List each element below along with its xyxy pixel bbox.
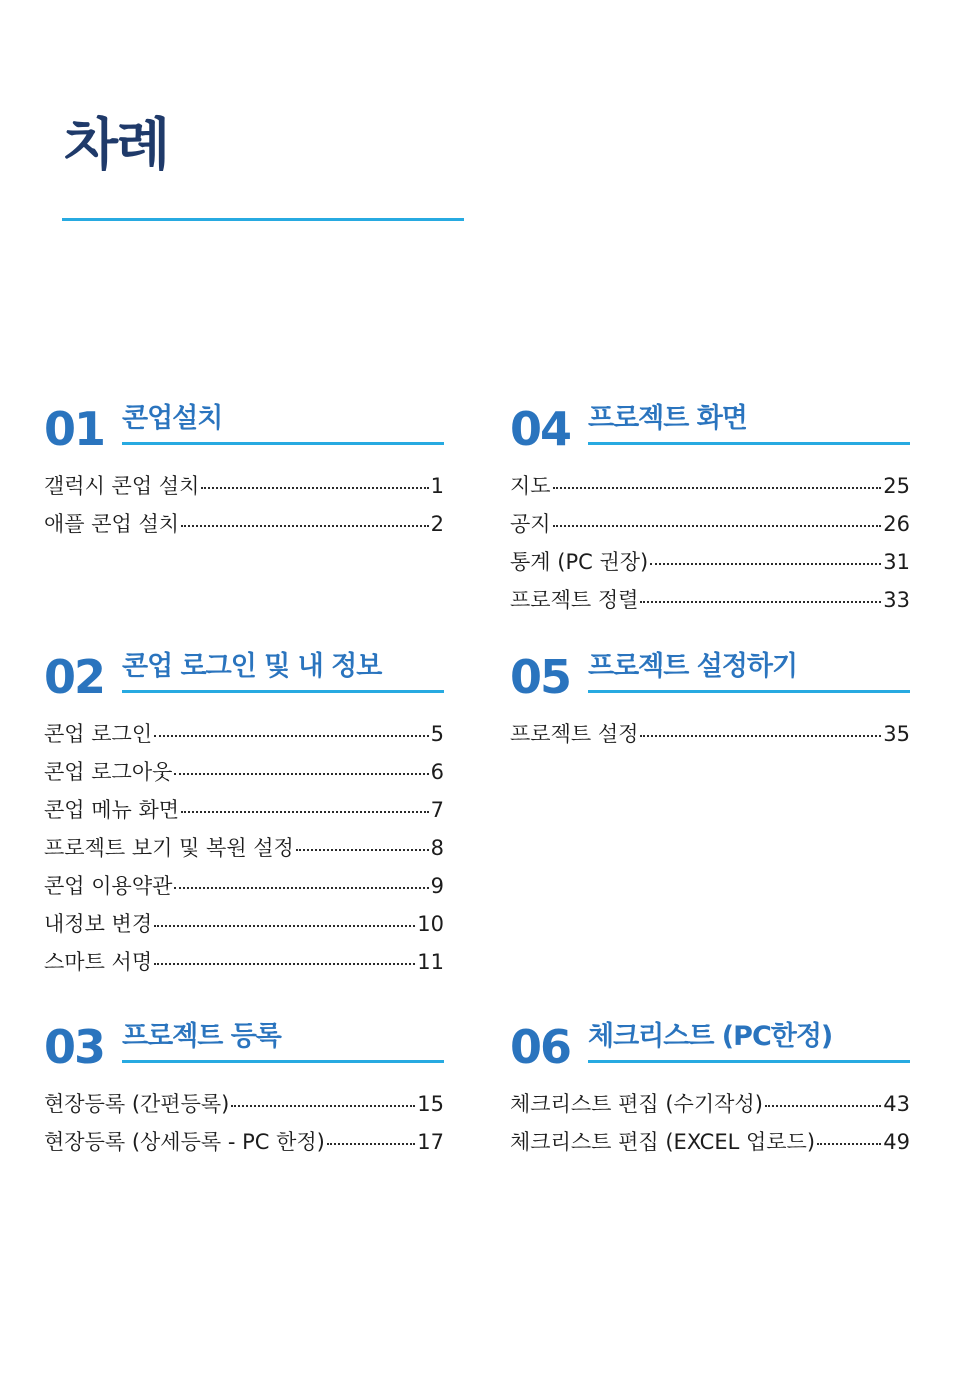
toc-entry-label: 통계 (PC 권장) — [510, 550, 649, 574]
section-divider — [122, 1060, 444, 1063]
toc-entry-label: 체크리스트 편집 (EXCEL 업로드) — [510, 1130, 816, 1154]
section-number: 04 — [510, 402, 571, 456]
toc-entry-page: 11 — [417, 950, 444, 974]
leader-dots — [553, 525, 882, 527]
toc-entry-page: 5 — [430, 722, 444, 746]
leader-dots — [181, 525, 429, 527]
leader-dots — [296, 849, 429, 851]
section-number: 03 — [44, 1020, 105, 1074]
toc-entry[interactable] — [510, 508, 910, 546]
section-02 — [44, 652, 444, 984]
toc-entry-label: 콘업 메뉴 화면 — [44, 798, 180, 822]
leader-dots — [640, 735, 881, 737]
section-divider — [588, 442, 910, 445]
toc-entry-label: 스마트 서명 — [44, 950, 153, 974]
toc-list — [44, 470, 444, 546]
toc-entry-page: 43 — [883, 1092, 910, 1116]
toc-entry-page: 10 — [417, 912, 444, 936]
toc-entry[interactable] — [510, 546, 910, 584]
leader-dots — [154, 735, 429, 737]
leader-dots — [231, 1105, 415, 1107]
leader-dots — [174, 773, 428, 775]
toc-entry[interactable] — [510, 470, 910, 508]
toc-entry-page: 35 — [883, 722, 910, 746]
toc-entry-page: 15 — [417, 1092, 444, 1116]
toc-list — [510, 470, 910, 622]
section-04 — [510, 404, 910, 622]
toc-entry-label: 콘업 로그아웃 — [44, 760, 173, 784]
toc-entry-page: 9 — [430, 874, 444, 898]
toc-entry-label: 체크리스트 편집 (수기작성) — [510, 1092, 763, 1116]
toc-entry-page: 17 — [417, 1130, 444, 1154]
toc-entry-page: 33 — [883, 588, 910, 612]
toc-entry[interactable] — [44, 718, 444, 756]
section-header — [44, 1022, 444, 1082]
toc-entry-label: 프로젝트 설정 — [510, 722, 639, 746]
title-divider — [62, 218, 464, 221]
section-number: 06 — [510, 1020, 571, 1074]
toc-entry[interactable] — [44, 756, 444, 794]
leader-dots — [154, 925, 415, 927]
toc-entry-page: 6 — [430, 760, 444, 784]
section-header — [44, 652, 444, 712]
toc-entry[interactable] — [44, 946, 444, 984]
page-title: 차례 — [64, 113, 169, 178]
section-title: 프로젝트 등록 — [122, 1021, 281, 1052]
section-divider — [122, 442, 444, 445]
leader-dots — [181, 811, 429, 813]
section-03 — [44, 1022, 444, 1164]
toc-entry-label: 내정보 변경 — [44, 912, 153, 936]
section-05 — [510, 652, 910, 756]
toc-list — [510, 718, 910, 756]
toc-entry[interactable] — [44, 908, 444, 946]
section-header — [44, 404, 444, 464]
section-title: 프로젝트 설정하기 — [588, 651, 798, 682]
section-title: 프로젝트 화면 — [588, 403, 747, 434]
toc-entry[interactable] — [510, 1126, 910, 1164]
toc-list — [44, 718, 444, 984]
section-06 — [510, 1022, 910, 1164]
toc-entry-label: 프로젝트 정렬 — [510, 588, 639, 612]
leader-dots — [154, 963, 415, 965]
toc-entry[interactable] — [44, 1088, 444, 1126]
leader-dots — [201, 487, 428, 489]
leader-dots — [174, 887, 428, 889]
section-divider — [588, 690, 910, 693]
section-header — [510, 1022, 910, 1082]
section-01 — [44, 404, 444, 546]
section-title: 체크리스트 (PC한정) — [588, 1021, 833, 1052]
section-header — [510, 652, 910, 712]
leader-dots — [553, 487, 882, 489]
toc-list — [510, 1088, 910, 1164]
section-divider — [122, 690, 444, 693]
toc-list — [44, 1088, 444, 1164]
toc-entry-label: 콘업 이용약관 — [44, 874, 173, 898]
toc-entry[interactable] — [44, 470, 444, 508]
toc-entry-page: 25 — [883, 474, 910, 498]
toc-entry[interactable] — [44, 870, 444, 908]
toc-entry-label: 갤럭시 콘업 설치 — [44, 474, 200, 498]
toc-entry-label: 애플 콘업 설치 — [44, 512, 180, 536]
leader-dots — [640, 601, 881, 603]
toc-entry-label: 프로젝트 보기 및 복원 설정 — [44, 836, 294, 860]
section-number: 05 — [510, 650, 571, 704]
toc-entry[interactable] — [44, 508, 444, 546]
toc-entry-label: 현장등록 (간편등록) — [44, 1092, 230, 1116]
section-title: 콘업설치 — [122, 403, 223, 434]
toc-entry-label: 공지 — [510, 512, 551, 536]
section-number: 01 — [44, 402, 105, 456]
leader-dots — [650, 563, 881, 565]
toc-entry[interactable] — [44, 794, 444, 832]
toc-entry-page: 2 — [430, 512, 444, 536]
toc-entry-label: 콘업 로그인 — [44, 722, 153, 746]
toc-entry-page: 31 — [883, 550, 910, 574]
toc-entry[interactable] — [510, 718, 910, 756]
toc-entry-label: 지도 — [510, 474, 551, 498]
section-title: 콘업 로그인 및 내 정보 — [122, 651, 382, 682]
leader-dots — [817, 1143, 881, 1145]
leader-dots — [327, 1143, 415, 1145]
toc-entry[interactable] — [510, 584, 910, 622]
toc-entry[interactable] — [44, 832, 444, 870]
toc-entry-page: 7 — [430, 798, 444, 822]
toc-entry[interactable] — [510, 1088, 910, 1126]
toc-entry-label: 현장등록 (상세등록 - PC 한정) — [44, 1130, 325, 1154]
toc-entry-page: 26 — [883, 512, 910, 536]
section-divider — [588, 1060, 910, 1063]
toc-entry-page: 8 — [430, 836, 444, 860]
toc-entry-page: 1 — [430, 474, 444, 498]
leader-dots — [765, 1105, 881, 1107]
section-number: 02 — [44, 650, 105, 704]
toc-entry-page: 49 — [883, 1130, 910, 1154]
section-header — [510, 404, 910, 464]
toc-entry[interactable] — [44, 1126, 444, 1164]
